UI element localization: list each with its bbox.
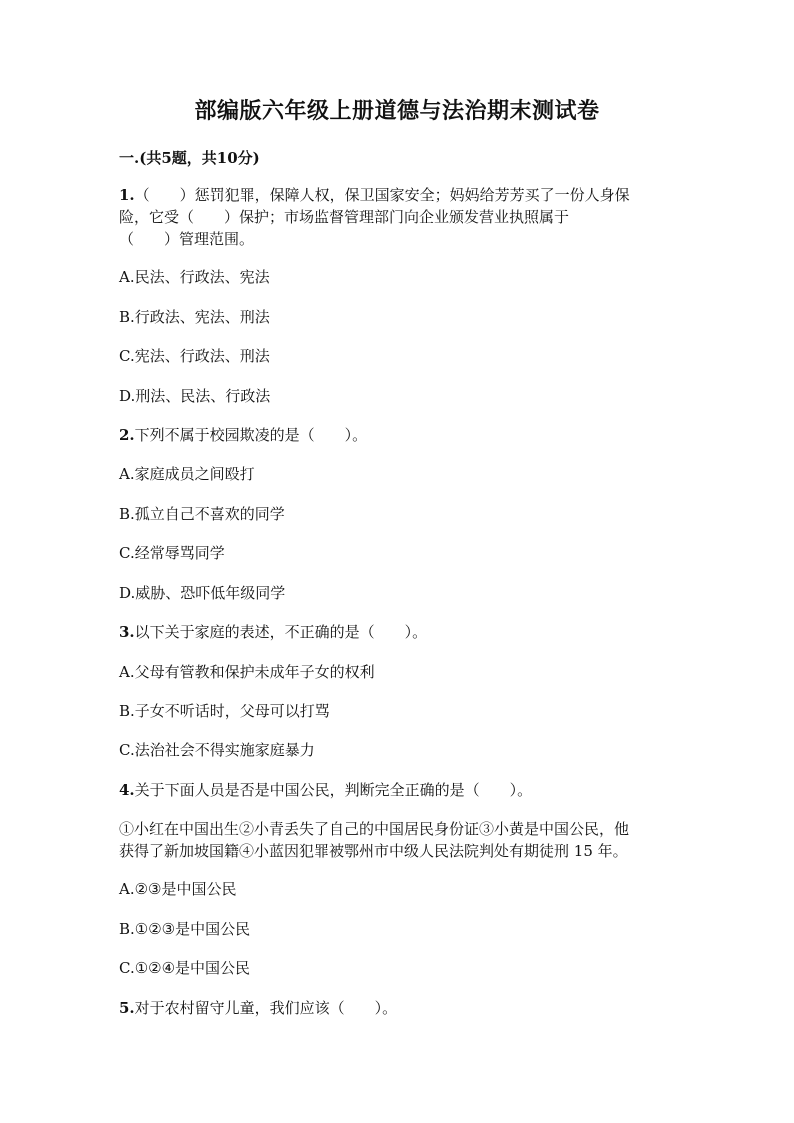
option: D.威胁、恐吓低年级同学 [119,584,286,602]
question-text: 以下关于家庭的表述，不正确的是（ ）。 [134,623,428,641]
question-number: 4. [119,781,135,799]
question-text: （ ）惩罚犯罪，保障人权，保卫国家安全；妈妈给芳芳买了一份人身保 [134,186,630,204]
question-1-line-1 [119,184,630,206]
question-text: 下列不属于校园欺凌的是（ ）。 [134,426,368,444]
option: A.民法、行政法、宪法 [119,268,270,286]
question-number: 2. [119,426,135,444]
option: C.宪法、行政法、刑法 [119,347,270,365]
option: A.②③是中国公民 [119,880,237,898]
option: B.①②③是中国公民 [119,920,251,938]
page-title: 部编版六年级上册道德与法治期末测试卷 [194,98,600,124]
question-2 [119,424,367,446]
option: A.父母有管教和保护未成年子女的权利 [119,663,375,681]
option: D.刑法、民法、行政法 [119,387,271,405]
question-4 [119,779,532,801]
question-number: 1. [119,186,135,204]
option: B.子女不听话时，父母可以打骂 [119,702,330,720]
question-4-detail-line-2: 获得了新加坡国籍④小蓝因犯罪被鄂州市中级人民法院判处有期徒刑 15 年。 [119,842,628,860]
question-text: 关于下面人员是否是中国公民，判断完全正确的是（ ）。 [134,781,533,799]
option: A.家庭成员之间殴打 [119,465,255,483]
option: B.行政法、宪法、刑法 [119,308,270,326]
question-number: 5. [119,999,135,1017]
question-5 [119,997,397,1019]
question-text: 对于农村留守儿童，我们应该（ ）。 [134,999,398,1017]
question-1-line-2: 险，它受（ ）保护；市场监督管理部门向企业颁发营业执照属于 [119,208,570,226]
option: C.①②④是中国公民 [119,959,251,977]
option: B.孤立自己不喜欢的同学 [119,505,285,523]
section-header: 一.(共5题，共10分) [119,149,260,167]
question-3 [119,621,427,643]
question-number: 3. [119,623,135,641]
question-1-line-3: （ ）管理范围。 [119,230,255,248]
option: C.经常辱骂同学 [119,544,225,562]
question-4-detail-line-1: ①小红在中国出生②小青丢失了自己的中国居民身份证③小黄是中国公民，他 [119,820,630,838]
option: C.法治社会不得实施家庭暴力 [119,741,315,759]
